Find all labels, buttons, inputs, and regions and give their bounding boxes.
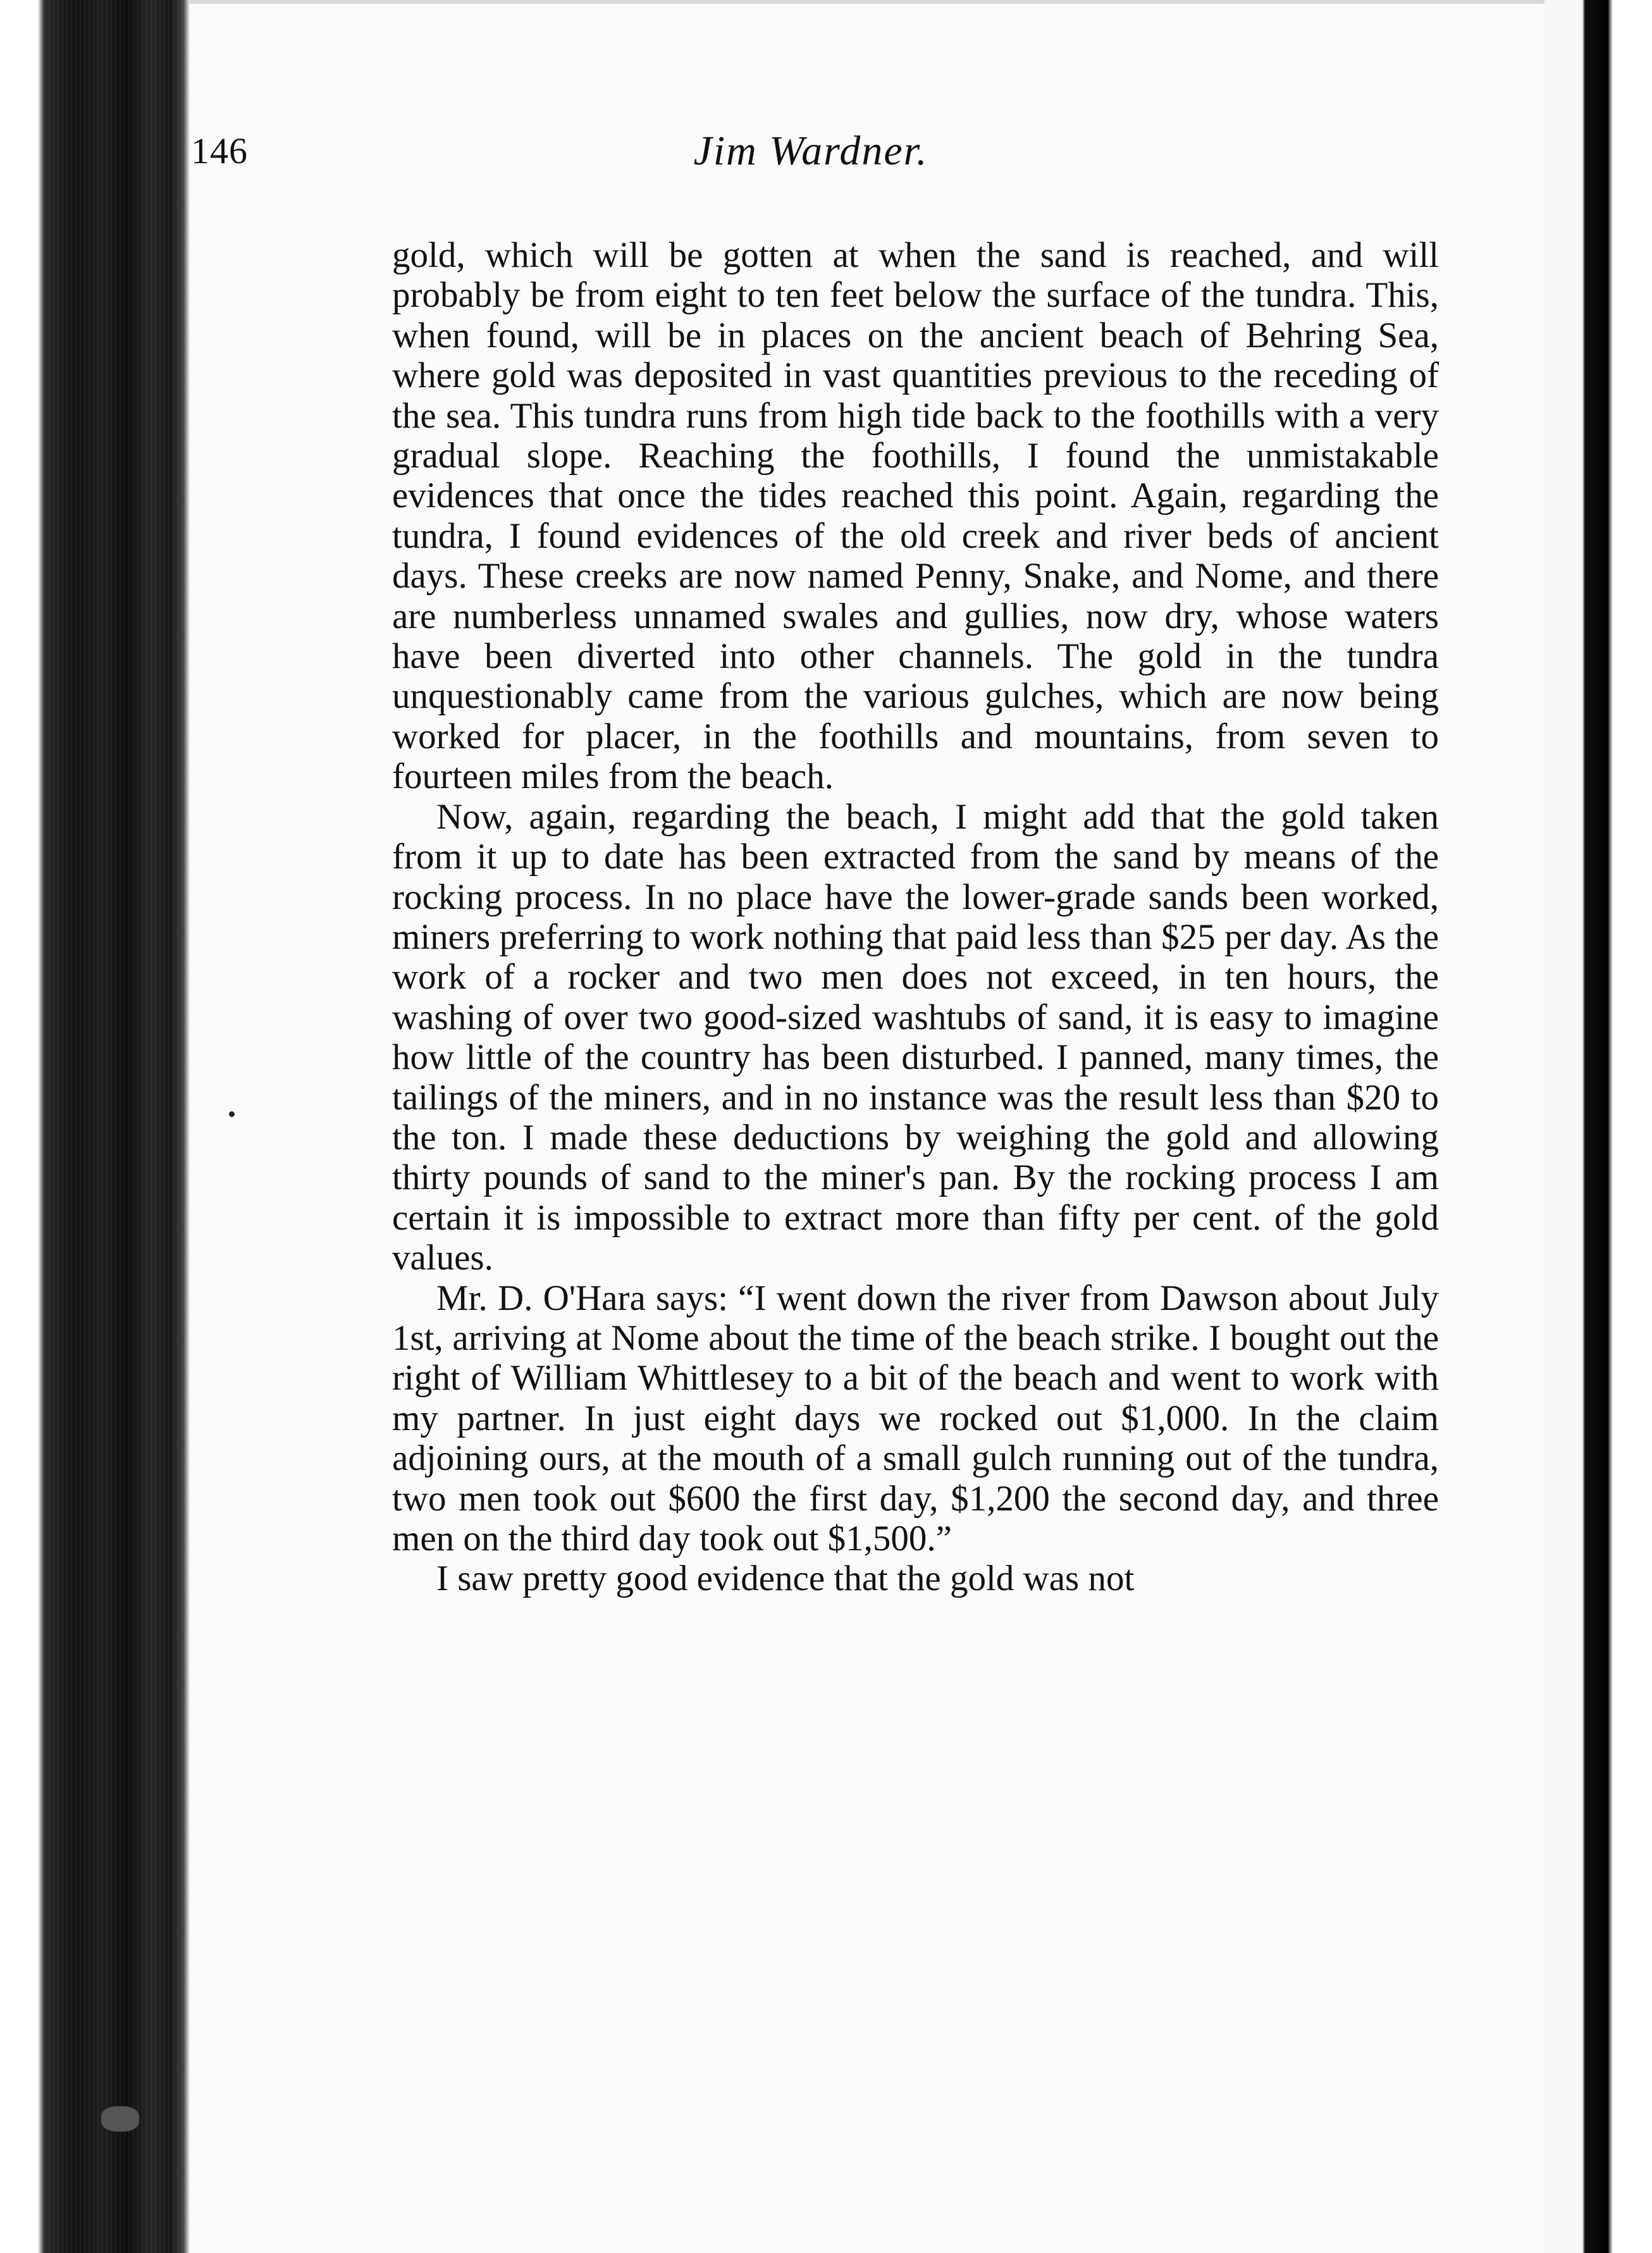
book-spine	[0, 0, 190, 2253]
paragraph-continued: gold, which will be gotten at when the sand is reached, and will probably be from eight to ten feet below the surface of the tundra. This, when found, will be in places on the ancient beach of Behring Sea, where gold was deposited in vast quantities previous to the receding of the sea. This tundra runs from high tide back to the foothills with a very gradual slope. Reaching the foothills, I found the unmistakable evidences that once the tides reached this point. Again, regarding the tundra, I found evidences of the old creek and river beds of ancient days. These creeks are now named Penny, Snake, and Nome, and there are numberless unnamed swales and gullies, now dry, whose waters have been diverted into other channels. The gold in the tundra unquestionably came from the various gulches, which are now being worked for placer, in the foothills and mountains, from seven to fourteen miles from the beach.	[392, 235, 1439, 797]
scan-smudge	[101, 2106, 139, 2132]
paragraph-beach: Now, again, regarding the beach, I might add that the gold taken from it up to date has been extracted from the sand by means of the rocking process. In no place have the lower-grade sands been worked, miners preferring to work nothing that paid less than $25 per day. As the work of a rocker and two men does not exceed, in ten hours, the washing of over two good-sized washtubs of sand, it is easy to imagine how little of the country has been disturbed. I panned, many times, the tailings of the miners, and in no instance was the result less than $20 to the ton. I made these deductions by weighing the gold and allowing thirty pounds of sand to the miner's pan. By the rocking process I am certain it is impossible to extract more than fifty per cent. of the gold values.	[392, 796, 1439, 1278]
right-binding-edge	[1544, 0, 1652, 2253]
paragraph-final-line: I saw pretty good evidence that the gold was not	[436, 1559, 1135, 1599]
spine-texture	[44, 0, 183, 2253]
scan-speck	[229, 1111, 235, 1117]
running-title: Jim Wardner.	[693, 128, 928, 174]
page-number: 146	[191, 130, 248, 171]
running-head	[191, 130, 1431, 180]
body-text	[392, 235, 1439, 1599]
scan-top-edge	[0, 0, 1652, 4]
paragraph-ohara-quote: Mr. D. O'Hara says: “I went down the river from Dawson about July 1st, arriving at Nome about the time of the beach strike. I bought out the right of William Whittlesey to a bit of the beach and went to work with my partner. In just eight days we rocked out $1,000. In the claim adjoining ours, at the mouth of a small gulch running out of the tundra, two men took out $600 the first day, $1,200 the second day, and three men on the third day took out $1,500.”	[392, 1278, 1439, 1559]
